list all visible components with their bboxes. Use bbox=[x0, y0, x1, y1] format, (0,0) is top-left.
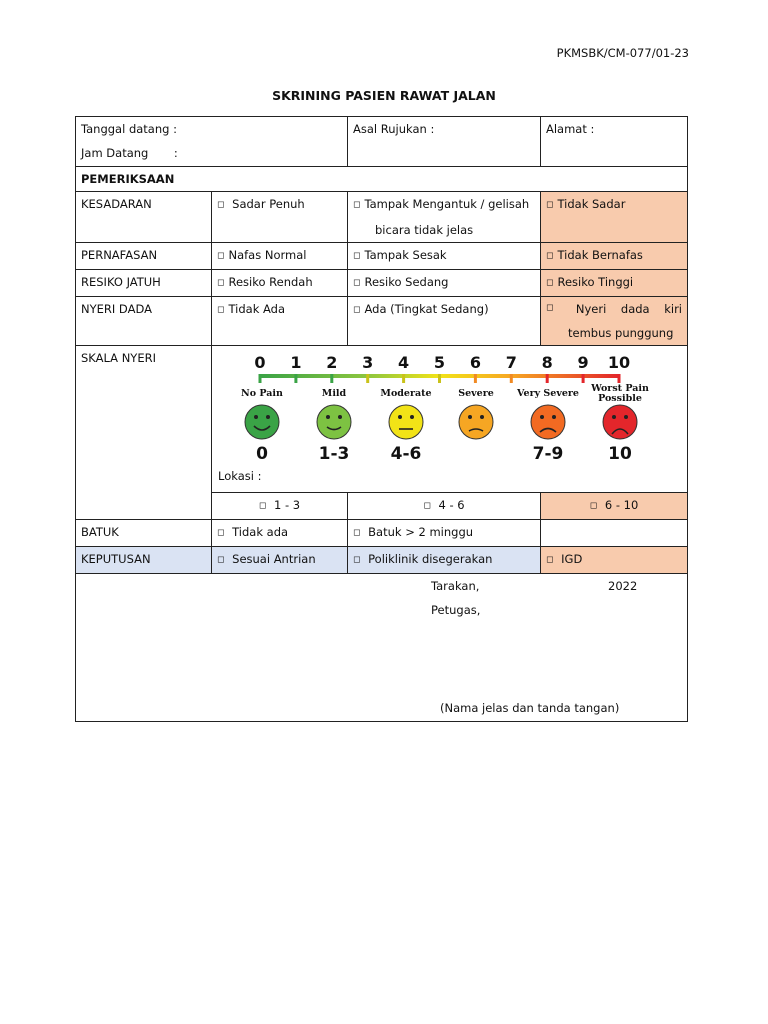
kesadaran-opt2[interactable]: ◻ Tampak Mengantuk / gelisah bicara tidak jelas bbox=[348, 192, 541, 243]
pain-face-label: No Pain bbox=[241, 388, 283, 399]
resiko-opt1[interactable]: ◻ Resiko Rendah bbox=[212, 270, 348, 297]
pain-range-1-3[interactable]: ◻ 1 - 3 bbox=[212, 493, 348, 520]
document-code: PKMSBK/CM-077/01-23 bbox=[556, 46, 689, 60]
checkbox-icon[interactable]: ◻ bbox=[353, 555, 361, 565]
pain-tick bbox=[330, 374, 333, 383]
kesadaran-opt3[interactable]: ◻ Tidak Sadar bbox=[541, 192, 688, 243]
pain-face-label: Severe bbox=[458, 388, 494, 399]
pernafasan-opt3[interactable]: ◻ Tidak Bernafas bbox=[541, 243, 688, 270]
pain-face-eye bbox=[326, 415, 330, 419]
checkbox-icon[interactable]: ◻ bbox=[353, 200, 361, 210]
resiko-label: RESIKO JATUH bbox=[76, 270, 212, 297]
pain-number: 1 bbox=[290, 353, 302, 372]
pain-face-eye bbox=[468, 415, 472, 419]
pain-number: 10 bbox=[607, 353, 631, 372]
sign-note: (Nama jelas dan tanda tangan) bbox=[440, 701, 620, 715]
alamat-label: Alamat : bbox=[546, 122, 595, 136]
checkbox-icon[interactable]: ◻ bbox=[546, 555, 554, 565]
pain-face-icon bbox=[389, 405, 423, 439]
checkbox-icon[interactable]: ◻ bbox=[423, 501, 431, 511]
pain-number: 3 bbox=[362, 353, 374, 372]
keputusan-opt1[interactable]: ◻ Sesuai Antrian bbox=[212, 547, 348, 574]
checkbox-icon[interactable]: ◻ bbox=[546, 278, 554, 288]
pain-face-icon bbox=[317, 405, 351, 439]
skala-nyeri-label: SKALA NYERI bbox=[76, 346, 212, 520]
pain-number: 9 bbox=[577, 353, 589, 372]
section-pemeriksaan: PEMERIKSAAN bbox=[76, 167, 688, 192]
place-label: Tarakan, bbox=[431, 579, 480, 593]
nyeri-opt1[interactable]: ◻ Tidak Ada bbox=[212, 297, 348, 346]
checkbox-icon[interactable]: ◻ bbox=[353, 278, 361, 288]
tanggal-label: Tanggal datang : bbox=[81, 122, 177, 136]
checkbox-icon[interactable]: ◻ bbox=[546, 251, 554, 261]
pernafasan-opt2[interactable]: ◻ Tampak Sesak bbox=[348, 243, 541, 270]
kesadaran-label: KESADARAN bbox=[76, 192, 212, 243]
pain-number: 4 bbox=[398, 353, 410, 372]
visit-date-cell bbox=[76, 117, 348, 167]
signature-area bbox=[76, 574, 688, 722]
pain-number: 0 bbox=[254, 353, 266, 372]
pain-face-eye bbox=[612, 415, 616, 419]
pain-tick bbox=[294, 374, 297, 383]
batuk-label: BATUK bbox=[76, 520, 212, 547]
pain-scale-chart bbox=[212, 346, 688, 464]
keputusan-opt3[interactable]: ◻ IGD bbox=[541, 547, 688, 574]
keputusan-opt2[interactable]: ◻ Poliklinik disegerakan bbox=[348, 547, 541, 574]
pain-face-label: Moderate bbox=[380, 388, 432, 399]
pain-range-6-10[interactable]: ◻ 6 - 10 bbox=[541, 493, 688, 520]
asal-rujukan-label: Asal Rujukan : bbox=[353, 122, 435, 136]
checkbox-icon[interactable]: ◻ bbox=[258, 501, 267, 511]
pain-face-eye bbox=[540, 415, 544, 419]
pain-face-icon bbox=[603, 405, 637, 439]
pain-face-eye bbox=[398, 415, 402, 419]
checkbox-icon[interactable]: ◻ bbox=[217, 528, 225, 538]
kesadaran-opt1[interactable]: ◻ Sadar Penuh bbox=[212, 192, 348, 243]
page-title: SKRINING PASIEN RAWAT JALAN bbox=[272, 88, 496, 103]
checkbox-icon[interactable]: ◻ bbox=[546, 303, 554, 313]
pain-face-label: Possible bbox=[598, 393, 642, 404]
pain-number: 8 bbox=[541, 353, 553, 372]
checkbox-icon[interactable]: ◻ bbox=[353, 251, 361, 261]
checkbox-icon[interactable]: ◻ bbox=[546, 200, 554, 210]
pain-face-range: 7-9 bbox=[532, 444, 564, 464]
jam-label: Jam Datang : bbox=[81, 146, 178, 160]
pain-tick bbox=[438, 374, 441, 383]
batuk-opt2[interactable]: ◻ Batuk > 2 minggu bbox=[348, 520, 541, 547]
alamat-cell bbox=[541, 117, 688, 167]
pain-tick bbox=[402, 374, 405, 383]
checkbox-icon[interactable]: ◻ bbox=[217, 251, 225, 261]
checkbox-icon[interactable]: ◻ bbox=[217, 278, 225, 288]
checkbox-icon[interactable]: ◻ bbox=[217, 200, 225, 210]
pernafasan-label: PERNAFASAN bbox=[76, 243, 212, 270]
nyeri-dada-label: NYERI DADA bbox=[76, 297, 212, 346]
pain-face-label: Mild bbox=[321, 388, 347, 399]
checkbox-icon[interactable]: ◻ bbox=[353, 528, 361, 538]
pain-face-eye bbox=[410, 415, 414, 419]
pain-number: 2 bbox=[326, 353, 338, 372]
pain-tick bbox=[582, 374, 585, 383]
pain-face-icon bbox=[459, 405, 493, 439]
pain-face-range: 1-3 bbox=[318, 444, 350, 464]
pain-face-eye bbox=[266, 415, 270, 419]
officer-label: Petugas, bbox=[431, 603, 481, 617]
screening-form bbox=[75, 116, 688, 722]
pain-number: 7 bbox=[505, 353, 517, 372]
pain-face-eye bbox=[624, 415, 628, 419]
checkbox-icon[interactable]: ◻ bbox=[217, 555, 225, 565]
pain-tick bbox=[474, 374, 477, 383]
checkbox-icon[interactable]: ◻ bbox=[353, 305, 361, 315]
batuk-empty bbox=[541, 520, 688, 547]
pain-face-icon bbox=[245, 405, 279, 439]
pain-tick bbox=[259, 374, 262, 383]
pain-number: 5 bbox=[433, 353, 446, 372]
pain-face-label: Very Severe bbox=[517, 388, 579, 399]
pain-face-icon bbox=[531, 405, 565, 439]
resiko-opt3[interactable]: ◻ Resiko Tinggi bbox=[541, 270, 688, 297]
pain-face-eye bbox=[338, 415, 342, 419]
year-label: 2022 bbox=[608, 579, 638, 593]
pain-scale-cell bbox=[212, 346, 688, 493]
pain-range-4-6[interactable]: ◻ 4 - 6 bbox=[348, 493, 541, 520]
checkbox-icon[interactable]: ◻ bbox=[589, 501, 598, 511]
resiko-opt2[interactable]: ◻ Resiko Sedang bbox=[348, 270, 541, 297]
lokasi-label: Lokasi : bbox=[218, 469, 262, 483]
pain-tick bbox=[546, 374, 549, 383]
asal-rujukan-cell bbox=[348, 117, 541, 167]
pain-number: 6 bbox=[469, 353, 481, 372]
pain-face-range: 10 bbox=[608, 444, 632, 464]
nyeri-opt2[interactable]: ◻ Ada (Tingkat Sedang) bbox=[348, 297, 541, 346]
pain-face-range: 0 bbox=[256, 444, 268, 464]
pain-face-eye bbox=[552, 415, 556, 419]
pernafasan-opt1[interactable]: ◻ Nafas Normal bbox=[212, 243, 348, 270]
nyeri-opt3[interactable]: ◻ Nyeri dada kiri tembus punggung bbox=[541, 297, 688, 346]
checkbox-icon[interactable]: ◻ bbox=[217, 305, 225, 315]
pain-face-eye bbox=[254, 415, 258, 419]
pain-face-eye bbox=[480, 415, 484, 419]
keputusan-label: KEPUTUSAN bbox=[76, 547, 212, 574]
batuk-opt1[interactable]: ◻ Tidak ada bbox=[212, 520, 348, 547]
pain-tick bbox=[510, 374, 513, 383]
pain-tick bbox=[618, 374, 621, 383]
pain-tick bbox=[366, 374, 369, 383]
pain-face-label: Worst Pain bbox=[591, 383, 649, 394]
pain-face-range: 4-6 bbox=[390, 444, 422, 464]
